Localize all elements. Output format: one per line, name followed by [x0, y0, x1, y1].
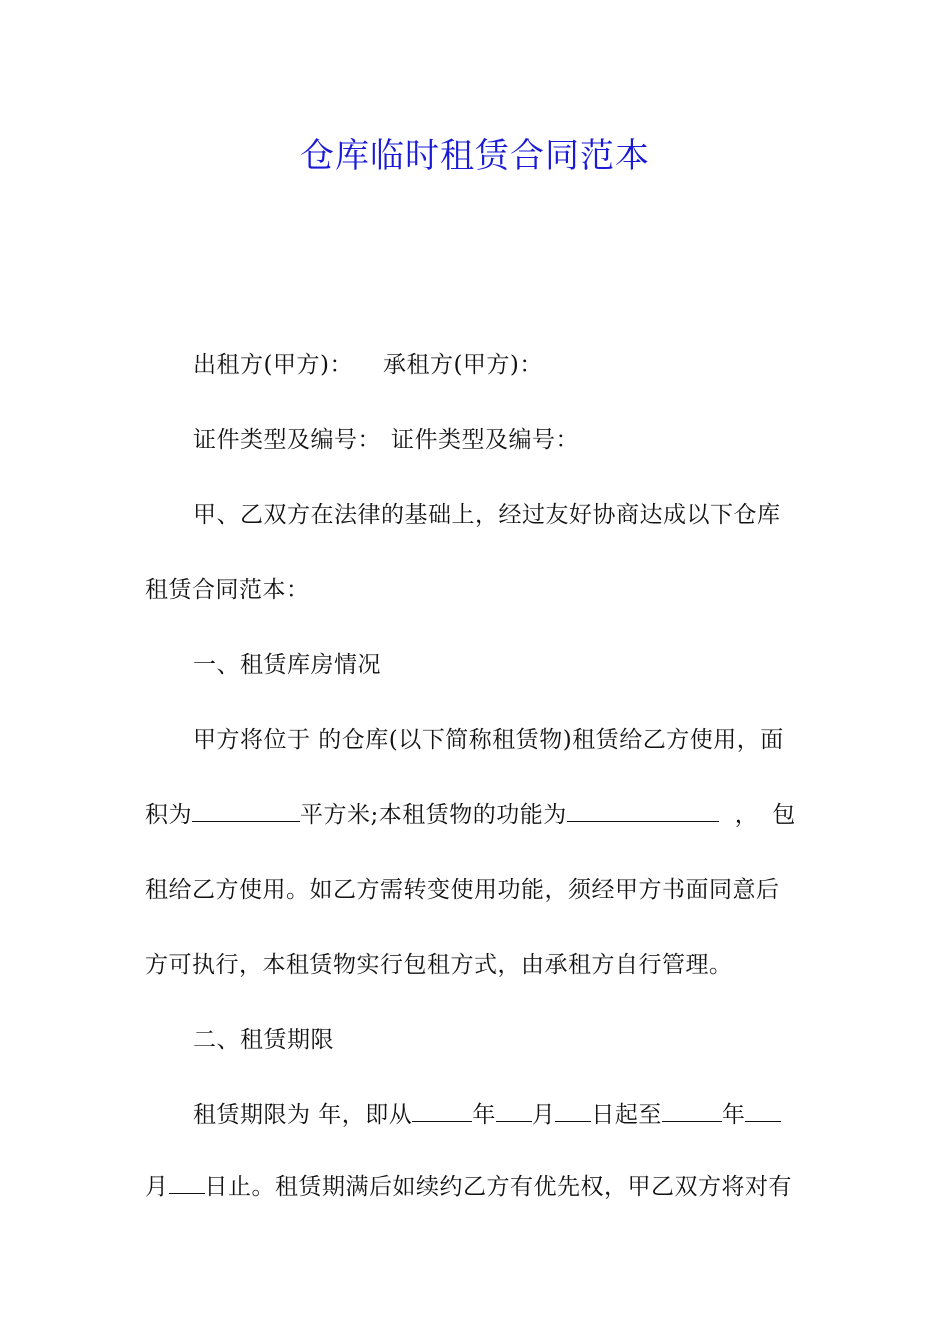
section1-line-1: 甲方将位于 的仓库(以下简称租赁物)租赁给乙方使用，面 [193, 727, 784, 753]
end-month-blank [745, 1099, 781, 1122]
area-blank [192, 799, 300, 822]
lessee-id-label: 证件类型及编号： [391, 427, 579, 453]
month-label: 月 [531, 1102, 556, 1128]
section2-line-2 [145, 1168, 792, 1201]
end-day-blank [169, 1171, 205, 1194]
lessor-label: 出租方(甲方)： [193, 352, 353, 378]
function-blank [567, 799, 719, 822]
end-month-label: 月 [145, 1174, 169, 1200]
bao-char: 包 [772, 802, 796, 828]
term-label: 租赁期限为 年，即从 [193, 1102, 413, 1128]
section1-heading: 一、租赁库房情况 [193, 652, 381, 678]
lessor-id-label: 证件类型及编号： [193, 427, 381, 453]
year-label: 年 [472, 1102, 496, 1128]
renewal-text: 日止。租赁期满后如续约乙方有优先权，甲乙双方将对有 [204, 1174, 792, 1200]
start-day-blank [555, 1099, 591, 1122]
section1-line-2 [145, 796, 796, 829]
section2-heading: 二、租赁期限 [193, 1027, 334, 1053]
start-month-blank [496, 1099, 532, 1122]
section1-line-3: 租给乙方使用。如乙方需转变使用功能，须经甲方书面同意后 [145, 877, 780, 903]
parties-line [193, 346, 543, 379]
area-label: 积为 [145, 802, 192, 828]
end-year-blank [662, 1099, 722, 1122]
document-title: 仓库临时租赁合同范本 [300, 136, 650, 176]
until-label: 日起至 [591, 1102, 662, 1128]
intro-line-1: 甲、乙双方在法律的基础上，经过友好协商达成以下仓库 [193, 502, 781, 528]
lessee-label: 承租方(甲方)： [382, 352, 543, 378]
end-year-label: 年 [721, 1102, 746, 1128]
section2-line-1 [193, 1096, 781, 1129]
section1-line-4: 方可执行，本租赁物实行包租方式，由承租方自行管理。 [145, 952, 733, 978]
comma: ， [734, 802, 759, 828]
id-line [193, 421, 579, 454]
function-label: 平方米;本租赁物的功能为 [300, 802, 567, 828]
start-year-blank [412, 1099, 472, 1122]
intro-line-2: 租赁合同范本： [145, 577, 310, 603]
